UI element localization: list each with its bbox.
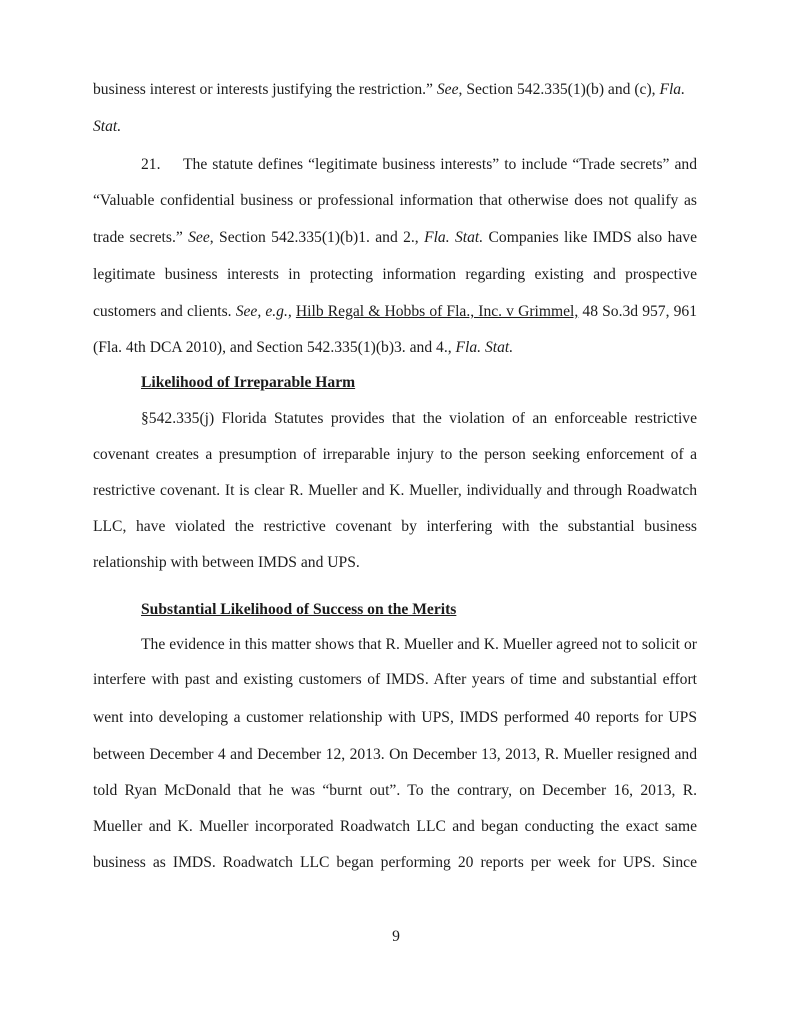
text-run: trade secrets.”	[93, 229, 189, 246]
body-text-line	[93, 80, 685, 100]
text-run: , Section 542.335(1)(b) and (c),	[458, 81, 660, 98]
case-citation: Hilb Regal & Hobbs of Fla., Inc. v Grimmel,	[295, 303, 579, 320]
body-text-line: legitimate business interests in protecting information regarding existing and prospective	[93, 266, 697, 283]
body-text-line: The evidence in this matter shows that R. Mueller and K. Mueller agreed not to solicit or	[141, 636, 697, 653]
text-run: (Fla. 4th DCA 2010), and Section 542.335(1)(b)3. and 4.,	[93, 339, 456, 356]
body-text-line: went into developing a customer relationship with UPS, IMDS performed 40 reports for UPS	[93, 709, 697, 726]
section-heading: Likelihood of Irreparable Harm	[141, 374, 356, 391]
body-text-line	[93, 338, 513, 358]
page-number: 9	[392, 928, 400, 945]
text-run: customers and clients.	[93, 303, 236, 320]
body-text-line: interfere with past and existing customers of IMDS. After years of time and substantial effort	[93, 671, 697, 688]
text-run: business interest or interests justifying the restriction.”	[93, 81, 437, 98]
text-run: Companies like IMDS also have	[483, 229, 698, 246]
body-text-line: told Ryan McDonald that he was “burnt out”. To the contrary, on December 16, 2013, R.	[93, 782, 697, 799]
body-text-line: LLC, have violated the restrictive covenant by interfering with the substantial business	[93, 518, 697, 535]
body-text-line: §542.335(j) Florida Statutes provides that the violation of an enforceable restrictive	[141, 410, 697, 427]
citation-source: Stat.	[93, 118, 122, 135]
body-text-line: The statute defines “legitimate business interests” to include “Trade secrets” and	[183, 156, 697, 173]
text-run: 48 So.3d 957, 961	[578, 303, 697, 320]
citation-signal: See, e.g.,	[235, 303, 292, 320]
text-run: , Section 542.335(1)(b)1. and 2.,	[209, 229, 425, 246]
section-heading: Substantial Likelihood of Success on the Merits	[141, 601, 457, 618]
body-text-line: business as IMDS. Roadwatch LLC began performing 20 reports per week for UPS. Since	[93, 854, 697, 871]
body-text-line: Mueller and K. Mueller incorporated Roadwatch LLC and began conducting the exact same	[93, 818, 697, 835]
body-text-line: relationship with between IMDS and UPS.	[93, 554, 360, 571]
citation-source: Fla. Stat.	[424, 229, 484, 246]
citation-signal: See	[436, 81, 459, 98]
citation-source: Fla.	[659, 81, 686, 98]
body-text-line	[93, 117, 121, 137]
body-text-line: covenant creates a presumption of irreparable injury to the person seeking enforcement of a	[93, 446, 697, 463]
citation-signal: See	[188, 229, 210, 246]
citation-source: Fla. Stat.	[455, 339, 514, 356]
paragraph-number: 21.	[141, 156, 161, 173]
body-text-line: “Valuable confidential business or professional information that otherwise does not qualify as	[93, 192, 697, 209]
body-text-line	[93, 228, 697, 248]
body-text-line: between December 4 and December 12, 2013. On December 13, 2013, R. Mueller resigned and	[93, 746, 697, 763]
body-text-line	[93, 302, 697, 322]
body-text-line: restrictive covenant. It is clear R. Mueller and K. Mueller, individually and through Roadwatch	[93, 482, 697, 499]
